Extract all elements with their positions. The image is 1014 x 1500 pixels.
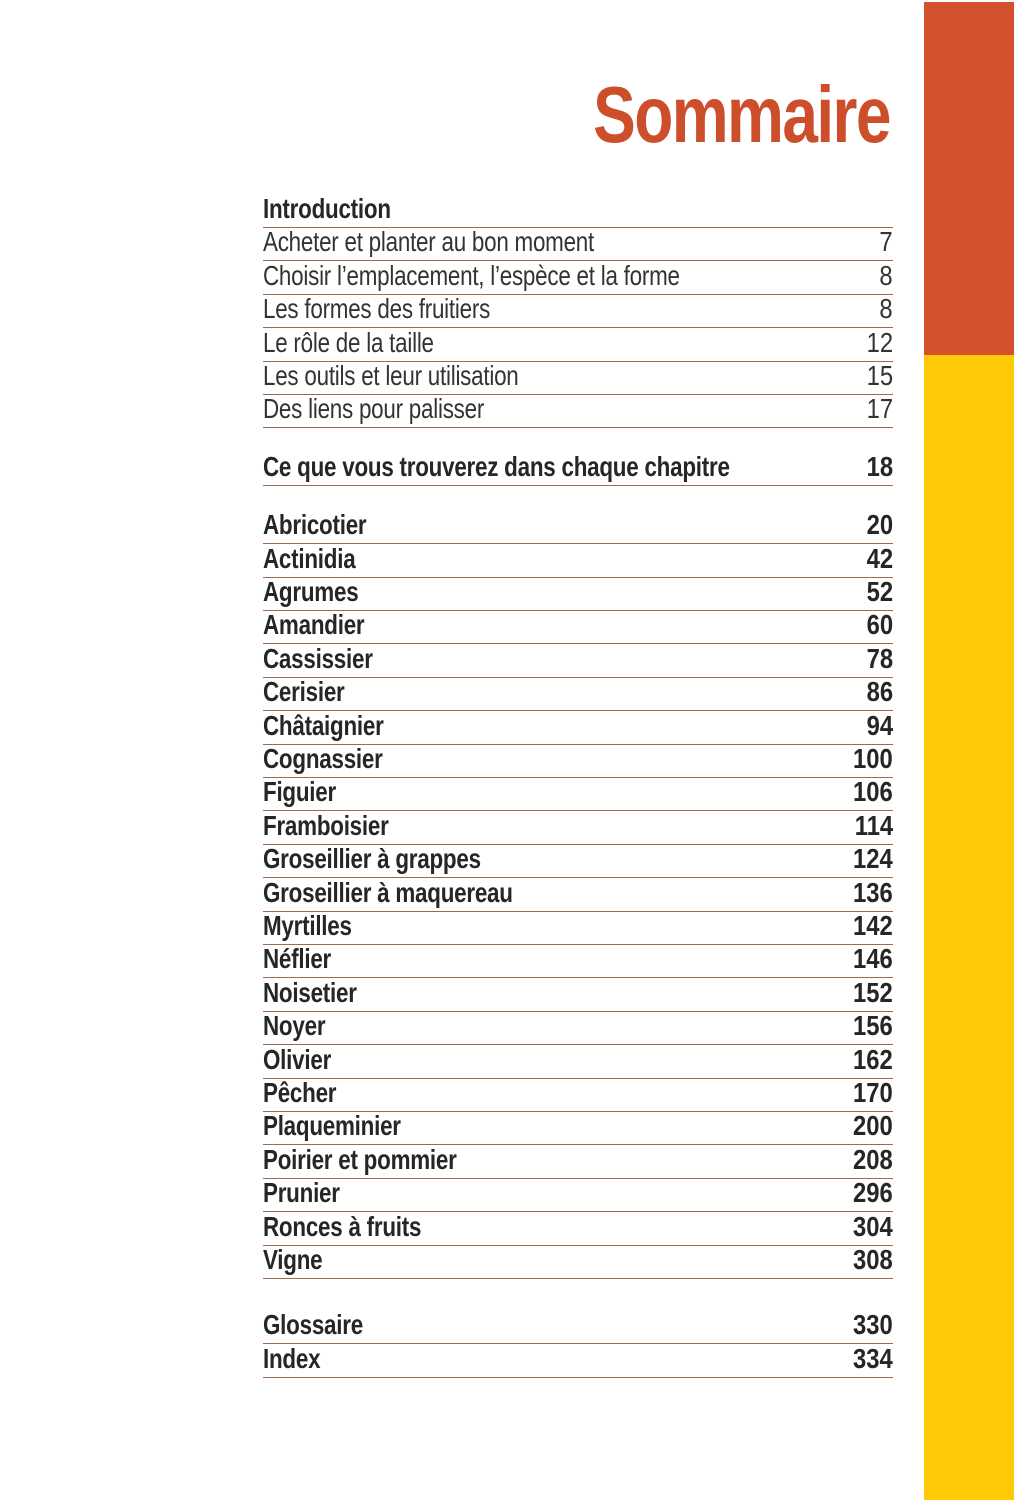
toc-entry-label: Glossaire	[263, 1309, 363, 1341]
toc-row	[263, 228, 893, 261]
toc-entry-label: Ce que vous trouverez dans chaque chapitre	[263, 451, 730, 483]
edge-stripe-yellow	[924, 355, 1014, 1500]
toc-row	[263, 1112, 893, 1145]
toc-entry-label: Agrumes	[263, 576, 359, 608]
toc-entry-label: Abricotier	[263, 509, 367, 541]
toc-entry-label: Des liens pour palisser	[263, 393, 485, 425]
toc-row	[263, 395, 893, 428]
toc-entry-label: Châtaignier	[263, 709, 384, 741]
toc-entry-label: Néflier	[263, 943, 332, 975]
toc-entry-label: Myrtilles	[263, 910, 352, 941]
toc-row	[263, 945, 893, 978]
toc-entry-label: Poirier et pommier	[263, 1143, 457, 1175]
toc-entry-label: Index	[263, 1342, 321, 1374]
toc-row	[263, 1076, 893, 1112]
toc-entry-page-number: 162	[853, 1043, 893, 1075]
toc-entry-page-number: 94	[866, 709, 893, 741]
toc-entry-page-number: 142	[853, 910, 893, 941]
toc-entry-label: Noisetier	[263, 976, 357, 1008]
toc-row	[263, 845, 893, 878]
toc-section-header-introduction	[263, 190, 893, 228]
toc-entry-label: Acheter et planter au bon moment	[263, 226, 595, 258]
table-of-contents	[263, 190, 893, 1378]
toc-entry-page-number: 7	[879, 226, 893, 258]
toc-entry-label: Framboisier	[263, 809, 389, 841]
toc-row	[263, 261, 893, 294]
toc-entry-page-number: 18	[866, 451, 893, 483]
toc-entry-page-number: 330	[853, 1309, 893, 1341]
toc-row	[263, 1145, 893, 1178]
toc-entry-page-number: 124	[853, 843, 893, 875]
toc-row	[263, 878, 893, 911]
toc-row	[263, 1012, 893, 1045]
toc-entry-page-number: 17	[866, 393, 893, 425]
toc-entry-page-number: 8	[879, 259, 893, 291]
toc-row	[263, 578, 893, 611]
toc-row	[263, 544, 893, 577]
toc-entry-label: Pêcher	[263, 1076, 337, 1108]
toc-entry-label: Le rôle de la taille	[263, 326, 434, 358]
toc-row	[263, 1311, 893, 1344]
toc-row	[263, 328, 893, 361]
toc-row	[263, 778, 893, 811]
toc-entry-label: Figuier	[263, 776, 336, 808]
toc-entry-page-number: 20	[866, 509, 893, 541]
toc-entry-label: Ronces à fruits	[263, 1210, 422, 1242]
toc-row	[263, 745, 893, 778]
toc-row	[263, 678, 893, 711]
toc-entry-page-number: 78	[866, 642, 893, 674]
toc-entry-label: Groseillier à maquereau	[263, 876, 513, 908]
page-title: Sommaire	[593, 70, 890, 159]
toc-entry-label: Les formes des fruitiers	[263, 293, 491, 325]
toc-entry-page-number: 15	[866, 359, 893, 391]
toc-entry-page-number: 334	[853, 1342, 893, 1374]
toc-row	[263, 295, 893, 328]
toc-entry-label: Noyer	[263, 1010, 326, 1042]
toc-entry-page-number: 106	[853, 776, 893, 808]
toc-entry-label: Vigne	[263, 1243, 323, 1275]
toc-entry-page-number: 42	[866, 542, 893, 574]
toc-entry-label: Choisir l’emplacement, l’espèce et la forme	[263, 259, 680, 291]
toc-entry-label: Cassissier	[263, 642, 373, 674]
edge-stripe-red	[924, 2, 1014, 355]
toc-entry-page-number: 156	[853, 1010, 893, 1042]
toc-row	[263, 644, 893, 677]
toc-entry-label: Cerisier	[263, 676, 345, 708]
toc-entry-page-number: 12	[866, 326, 893, 358]
toc-entry-page-number: 304	[853, 1210, 893, 1242]
toc-row	[263, 1045, 893, 1078]
toc-entry-label: Amandier	[263, 609, 365, 641]
toc-entry-page-number: 114	[854, 809, 893, 841]
toc-entry-page-number: 296	[853, 1177, 893, 1209]
toc-row	[263, 1212, 893, 1245]
toc-row	[263, 511, 893, 544]
toc-entry-label: Cognassier	[263, 743, 383, 775]
toc-row	[263, 1179, 893, 1212]
toc-row	[263, 978, 893, 1011]
toc-entry-page-number: 146	[853, 943, 893, 975]
toc-entry-label: Olivier	[263, 1043, 332, 1075]
toc-row	[263, 1344, 893, 1377]
toc-entry-page-number: 52	[866, 576, 893, 608]
toc-entry-page-number: 170	[853, 1076, 893, 1108]
toc-entry-page-number: 152	[853, 976, 893, 1008]
toc-row	[263, 1243, 893, 1279]
toc-entry-page-number: 86	[866, 676, 893, 708]
toc-row	[263, 611, 893, 644]
toc-entry-label: Prunier	[263, 1177, 340, 1209]
toc-row	[263, 711, 893, 744]
toc-section-header-label: Introduction	[263, 193, 391, 224]
toc-row-overview	[263, 453, 893, 486]
toc-entry-label: Plaqueminier	[263, 1110, 401, 1142]
toc-entry-page-number: 8	[879, 293, 893, 325]
toc-entry-page-number: 100	[853, 743, 893, 775]
toc-entry-label: Groseillier à grappes	[263, 843, 481, 875]
toc-entry-label: Actinidia	[263, 542, 356, 574]
toc-entry-page-number: 308	[853, 1243, 893, 1275]
toc-entry-page-number: 60	[866, 609, 893, 641]
toc-entry-page-number: 136	[853, 876, 893, 908]
toc-entry-page-number: 200	[853, 1110, 893, 1142]
toc-entry-label: Les outils et leur utilisation	[263, 359, 519, 391]
toc-row	[263, 811, 893, 844]
toc-row	[263, 912, 893, 945]
toc-row	[263, 359, 893, 395]
toc-entry-page-number: 208	[853, 1143, 893, 1175]
